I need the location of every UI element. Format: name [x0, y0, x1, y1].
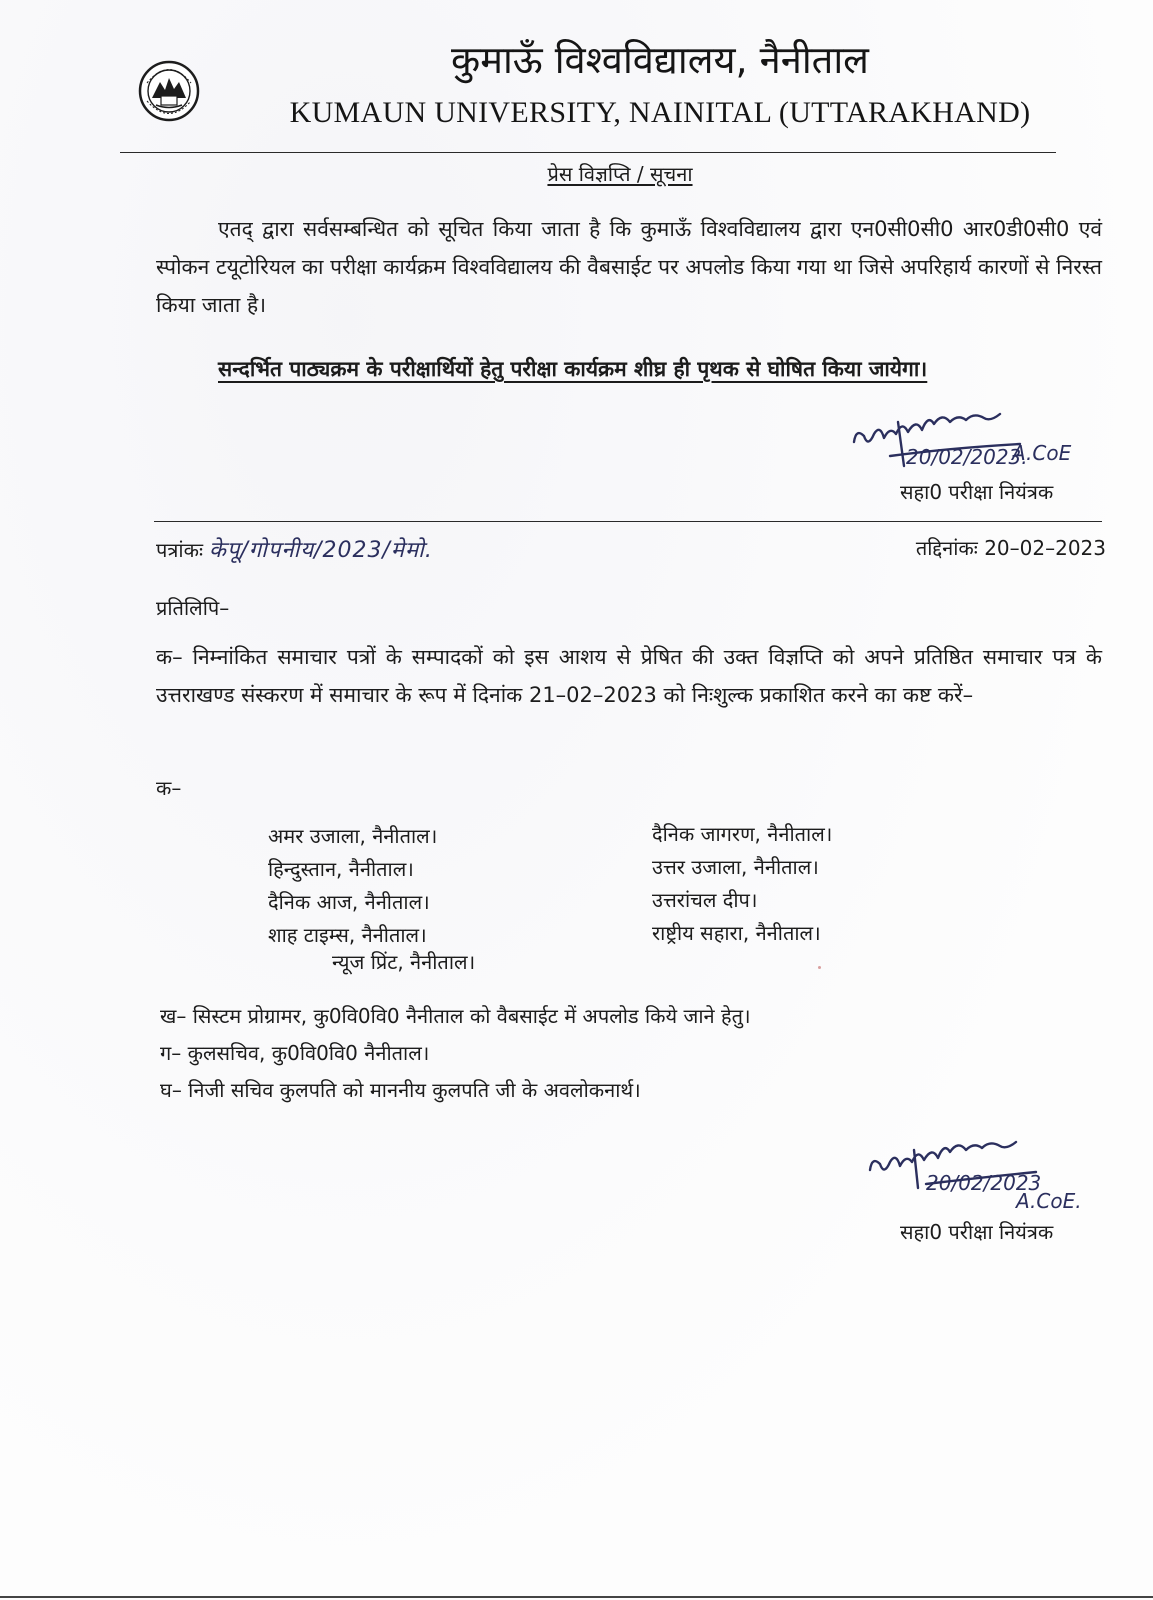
signature-1-designation: सहा0 परीक्षा नियंत्रक	[900, 480, 1054, 504]
copy-paragraph: क– निम्नांकित समाचार पत्रों के सम्पादकों को इस आशय से प्रेषित की उक्त विज्ञप्ति को अपने प्रतिष्ठित समाचार पत्र के उत्तराखण्ड संस्करण में समाचार के रूप में दिनांक 21–02–2023 को निःशुल्क प्रकाशित करने का कष्ट करें–	[156, 645, 1102, 707]
signature-2-designation: सहा0 परीक्षा नियंत्रक	[900, 1220, 1054, 1244]
distribution-item: घ– निजी सचिव कुलपति को माननीय कुलपति जी के अवलोकनार्थ।	[160, 1078, 641, 1102]
reference-number-row	[156, 534, 433, 564]
newspaper-list-label: क–	[156, 776, 182, 800]
newspaper-item: राष्ट्रीय सहारा, नैनीताल।	[652, 921, 821, 945]
newspaper-item: दैनिक आज, नैनीताल।	[268, 890, 430, 914]
date-label: तद्दिनांकः	[915, 536, 978, 560]
date-value: 20–02–2023	[984, 536, 1106, 560]
reference-number-handwritten: केपू/गोपनीय/2023/मेमो.	[208, 538, 433, 563]
university-seal-logo	[138, 58, 200, 124]
newspaper-item: उत्तर उजाला, नैनीताल।	[652, 855, 819, 879]
signature-2-date: 20/02/2023	[926, 1171, 1042, 1195]
header-divider	[120, 152, 1056, 153]
notice-paragraph-2: सन्दर्भित पाठ्यक्रम के परीक्षार्थियों हेतु परीक्षा कार्यक्रम शीघ्र ही पृथक से घोषित किया जायेगा।	[218, 357, 928, 381]
signature-2-handwriting	[866, 1138, 1096, 1218]
notice-paragraph-1: एतद् द्वारा सर्वसम्बन्धित को सूचित किया जाता है कि कुमाऊँ विश्वविद्यालय द्वारा एन0सी0सी0 आर0डी0सी0 एवं स्पोकन टयूटोरियल का परीक्षा कार्यक्रम विश्वविद्यालय की वैबसाईट पर अपलोड किया गया था जिसे अपरिहार्य कारणों से निरस्त किया जाता है।	[156, 217, 1102, 317]
newspaper-item: हिन्दुस्तान, नैनीताल।	[268, 857, 414, 881]
distribution-item: ख– सिस्टम प्रोग्रामर, कु0वि0वि0 नैनीताल को वैबसाईट में अपलोड किये जाने हेतु।	[160, 1004, 751, 1028]
scan-speck	[818, 966, 821, 969]
signature-1-handwriting	[850, 408, 1090, 488]
reference-label: पत्रांकः	[156, 538, 203, 562]
scan-bottom-edge	[0, 1596, 1153, 1598]
signature-2-initials: A.CoE.	[1016, 1189, 1082, 1213]
newspaper-item: दैनिक जागरण, नैनीताल।	[652, 822, 833, 846]
signature-1-initials: A.CoE	[1012, 441, 1072, 465]
reference-date-row	[870, 534, 1106, 561]
newspaper-item: अमर उजाला, नैनीताल।	[268, 824, 438, 848]
press-notice-heading: प्रेस विज्ञप्ति / सूचना	[547, 162, 693, 186]
reference-divider	[154, 521, 1102, 522]
newspaper-item: उत्तरांचल दीप।	[652, 888, 758, 912]
university-title-hindi: कुमाऊँ विश्वविद्यालय, नैनीताल	[451, 38, 869, 82]
newspaper-item: शाह टाइम्स, नैनीताल।	[268, 923, 427, 947]
signature-1-date: 20/02/2023.	[906, 445, 1028, 469]
newspaper-item-last: न्यूज प्रिंट, नैनीताल।	[332, 950, 476, 974]
distribution-item: ग– कुलसचिव, कु0वि0वि0 नैनीताल।	[160, 1041, 430, 1065]
university-title-english: KUMAUN UNIVERSITY, NAINITAL (UTTARAKHAND)	[289, 96, 1031, 129]
distribution-list	[160, 998, 1100, 1109]
newspaper-list-right	[652, 818, 1012, 950]
newspaper-list-left	[268, 820, 608, 952]
copy-to-label: प्रतिलिपि–	[156, 596, 230, 620]
